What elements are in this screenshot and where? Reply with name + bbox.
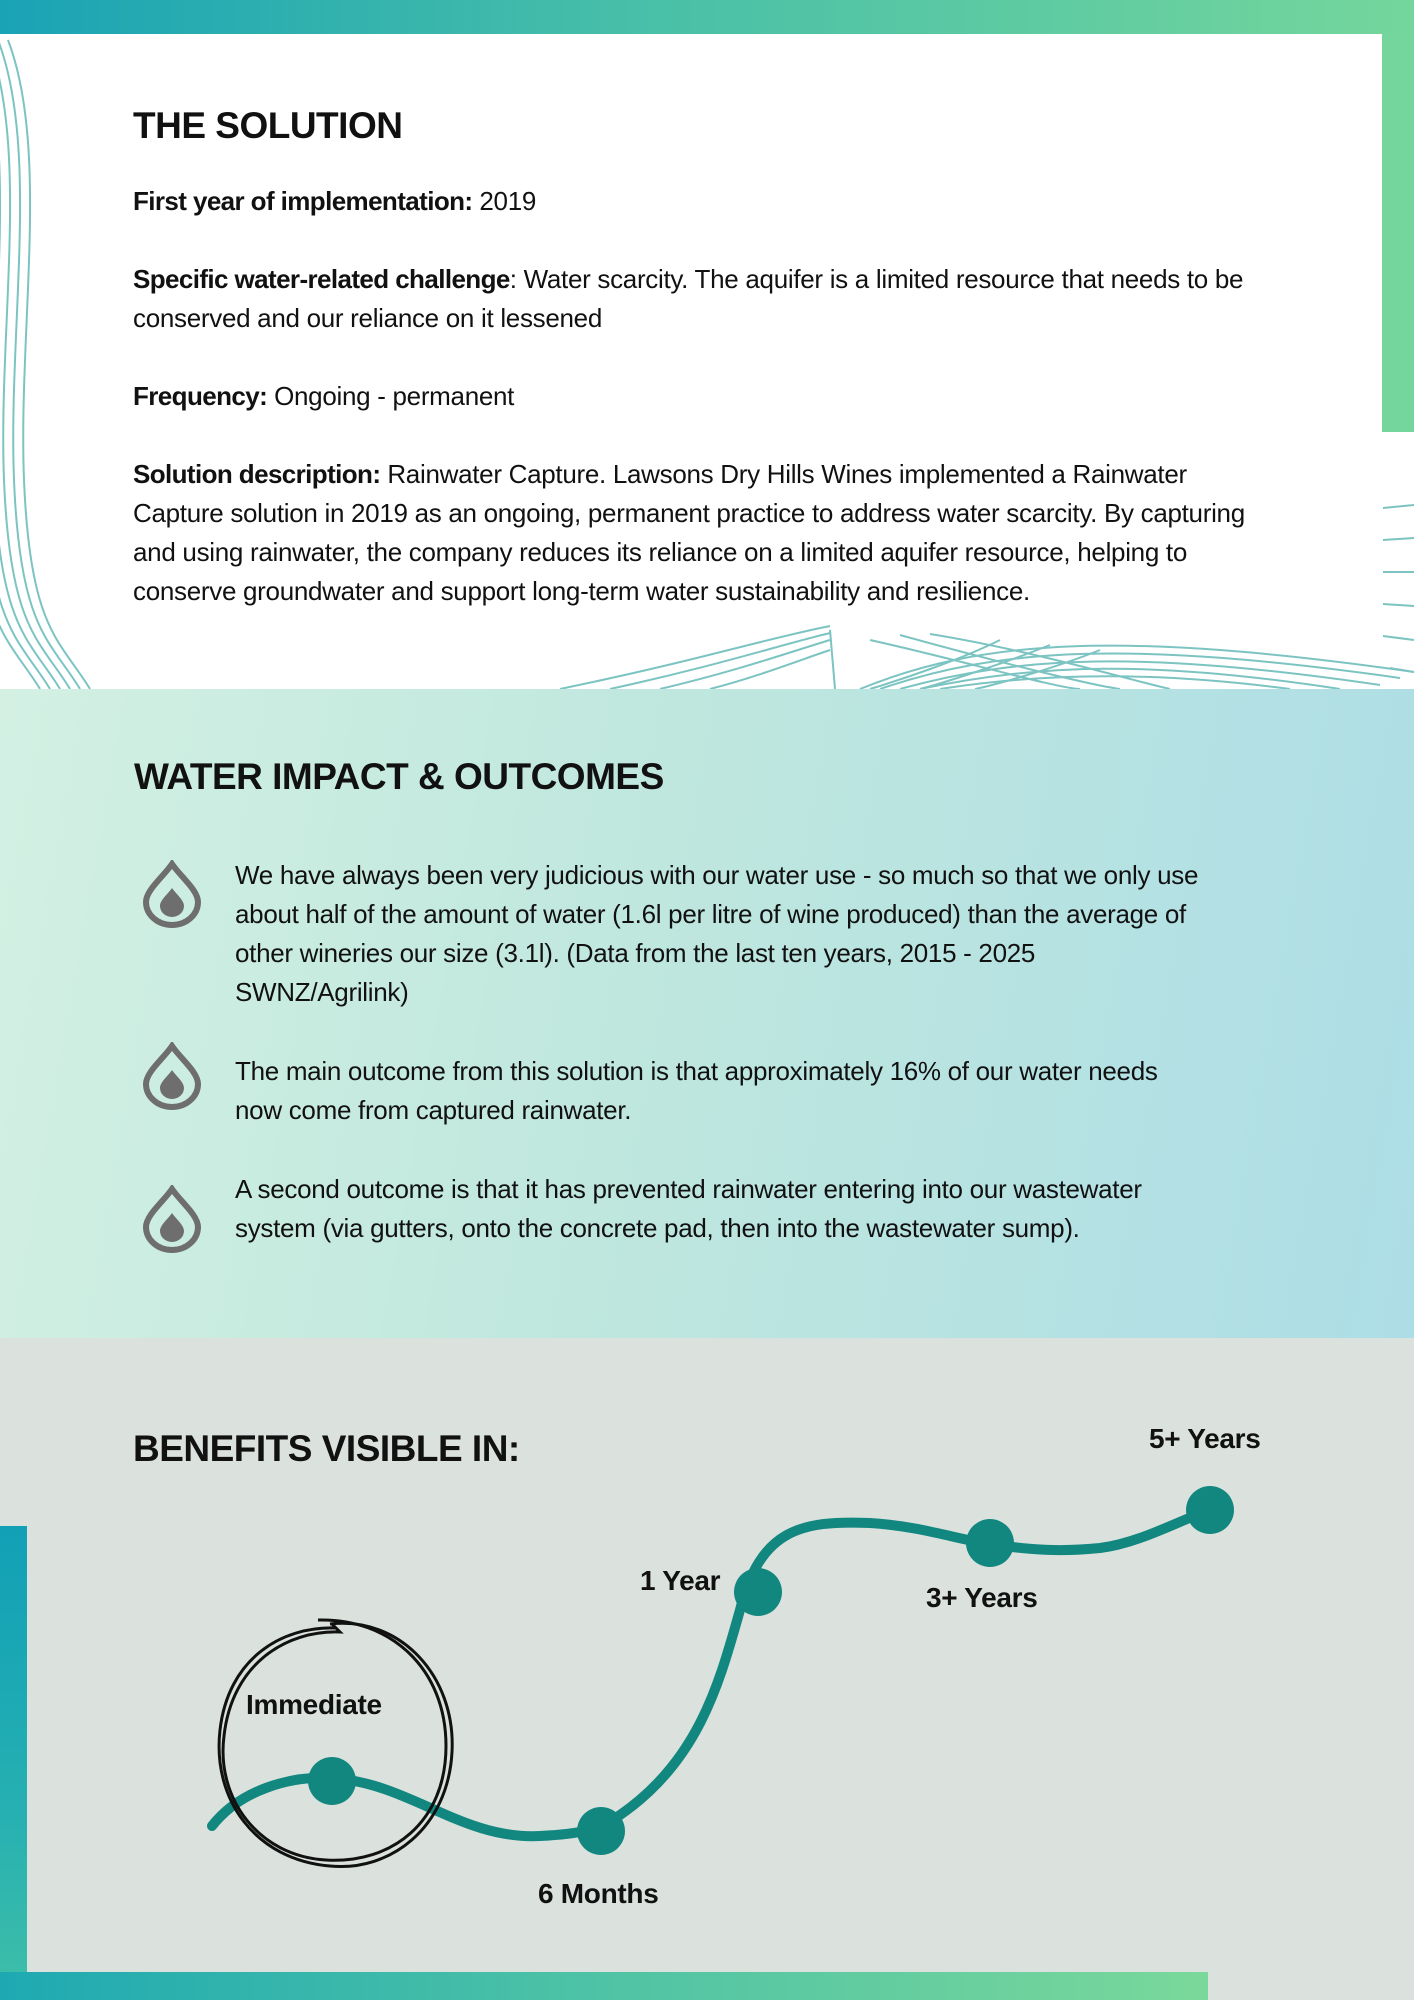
timeline-node-6-months <box>577 1807 625 1855</box>
timeline-label-3-years: 3+ Years <box>926 1582 1038 1613</box>
solution-section <box>133 105 402 147</box>
timeline-node-5-years <box>1186 1486 1234 1534</box>
water-drop-icon <box>142 1185 202 1253</box>
challenge-row <box>133 260 1263 338</box>
first-year-label: First year of implementation: <box>133 186 473 216</box>
timeline-node-immediate <box>308 1757 356 1805</box>
frequency-row <box>133 377 1263 416</box>
water-drop-icon <box>142 1042 202 1110</box>
timeline-label-immediate: Immediate <box>246 1689 382 1720</box>
challenge-label: Specific water-related challenge <box>133 264 510 294</box>
impact-item-1: We have always been very judicious with our water use - so much so that we only use about half of the amount of water (1.6l per litre of wine produced) than the average of other wineries our size (3.1l). (Data from the last ten years, 2015 - 2025 SWNZ/Agrilink) <box>235 860 1199 1007</box>
challenge-value: : Water scarcity. The aquifer is a limited resource that needs to be conserved and our reliance on it lessened <box>133 264 1244 333</box>
benefits-title: BENEFITS VISIBLE IN: <box>133 1428 520 1469</box>
impact-title: WATER IMPACT & OUTCOMES <box>134 756 664 797</box>
timeline-node-1-year <box>734 1568 782 1616</box>
timeline-label-5-years: 5+ Years <box>1149 1423 1261 1454</box>
frequency-label: Frequency: <box>133 381 268 411</box>
timeline-label-6-months: 6 Months <box>538 1878 659 1909</box>
frequency-value: Ongoing - permanent <box>274 381 515 411</box>
timeline-node-3-years <box>966 1519 1014 1567</box>
solution-title: THE SOLUTION <box>133 105 403 146</box>
impact-item-2: The main outcome from this solution is that approximately 16% of our water needs now come from captured rainwater. <box>235 1056 1158 1125</box>
timeline-path <box>212 1510 1210 1836</box>
timeline-label-1-year: 1 Year <box>640 1565 721 1596</box>
first-year-row <box>133 182 1263 221</box>
impact-item-3: A second outcome is that it has prevented rainwater entering into our wastewater system (via gutters, onto the concrete pad, then into the wastewater sump). <box>235 1174 1142 1243</box>
selection-circle <box>219 1620 452 1867</box>
description-value: Rainwater Capture. Lawsons Dry Hills Wines implemented a Rainwater Capture solution in 2019 as an ongoing, permanent practice to address water scarcity. By capturing and using rainwater, the company reduces its reliance on a limited aquifer resource, helping to conserve groundwater and support long-term water sustainability and resilience. <box>133 459 1245 606</box>
description-label: Solution description: <box>133 459 381 489</box>
description-row <box>133 455 1263 611</box>
first-year-value: 2019 <box>479 186 537 216</box>
water-drop-icon <box>142 860 202 928</box>
bottom-accent-bar <box>0 1972 1208 2000</box>
